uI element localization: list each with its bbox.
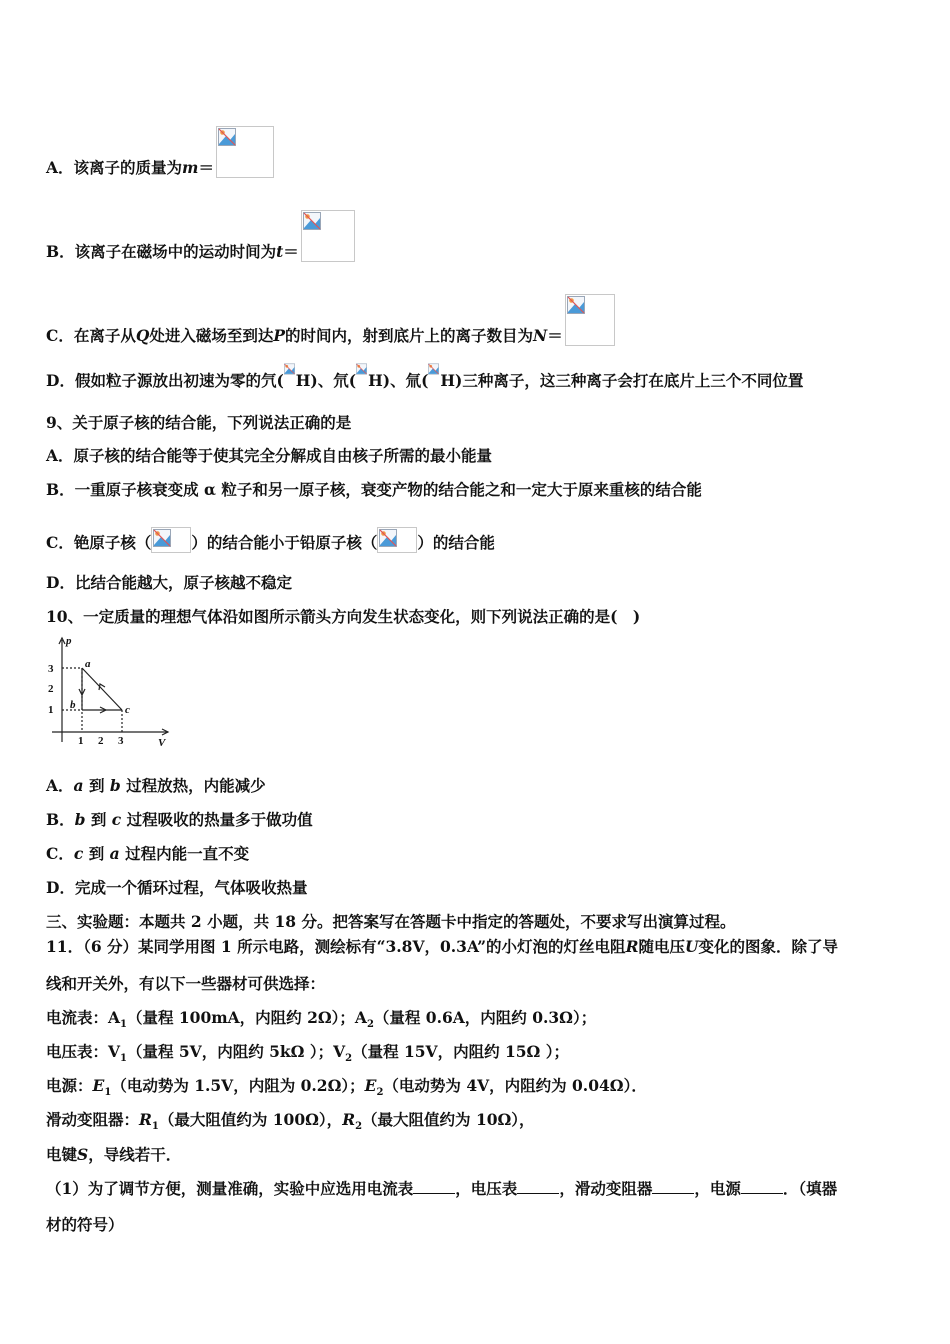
option-text: ）的结合能小于铅原子核（: [191, 533, 378, 552]
q11-stem-line2: 线和开关外，有以下一些器材可供选择：: [46, 974, 326, 993]
formula-image: [216, 126, 274, 178]
answer-blank-rheostat[interactable]: [652, 1179, 694, 1194]
variable: S: [77, 1145, 89, 1164]
equipment-text: （量程 0.6A，内阻约 0.3Ω）；: [373, 1008, 597, 1027]
variable: P: [273, 326, 286, 345]
equipment-text: ，导线若干．: [88, 1145, 182, 1164]
option-text: 过程吸收的热量多于做功值: [126, 810, 313, 829]
answer-blank-voltmeter[interactable]: [517, 1179, 559, 1194]
q11-ammeter: [46, 1008, 596, 1035]
variable: c: [111, 810, 122, 829]
equals: ＝: [198, 158, 214, 177]
question-text: ，电压表: [455, 1179, 518, 1198]
y-tick: 2: [48, 683, 54, 695]
q10-stem: 10、一定质量的理想气体沿如图所示箭头方向发生状态变化，则下列说法正确的是( ): [46, 607, 641, 626]
variable: R: [342, 1110, 356, 1129]
equipment-text: （最大阻值约为 100Ω），: [158, 1110, 343, 1129]
option-text: A．: [46, 776, 74, 795]
option-text: D．假如粒子源放出初速为零的氕(: [46, 371, 284, 390]
equals: ＝: [283, 242, 299, 261]
formula-image: [301, 210, 355, 262]
variable: b: [109, 776, 121, 795]
variable: R: [139, 1110, 152, 1129]
x-axis-label: V: [158, 737, 166, 749]
variable: R: [625, 937, 639, 956]
stem-text: 随电压: [638, 937, 685, 956]
option-text: 到: [88, 844, 105, 863]
broken-image-icon: [567, 296, 585, 314]
stem-text: 11．（6 分）某同学用图 1 所示电路，测绘标有“3.8V，0.3A”的小灯泡的灯丝电阻: [46, 937, 626, 956]
option-text: A．该离子的质量为: [46, 158, 183, 177]
equipment-label: 电源：: [46, 1076, 93, 1095]
equipment-text: （量程 100mA，内阻约 2Ω）；A: [127, 1008, 367, 1027]
q9-option-c: [46, 527, 495, 553]
q8-option-b: [46, 210, 355, 262]
question-text: ．（填器: [782, 1179, 838, 1198]
point-label-b: b: [70, 699, 76, 711]
equipment-text: （量程 15V，内阻约 15Ω ）；: [352, 1042, 569, 1061]
option-text: 的时间内，射到底片上的离子数目为: [285, 326, 534, 345]
q11-part1: [46, 1179, 837, 1199]
equipment-label: 电键: [46, 1145, 78, 1164]
subscript: 1: [120, 1053, 127, 1065]
subscript: 2: [355, 1121, 363, 1133]
subscript: 2: [366, 1019, 374, 1031]
option-text: B．该离子在磁场中的运动时间为: [46, 242, 277, 261]
option-text: H)、氘(: [295, 371, 357, 390]
isotope-image: [428, 366, 440, 388]
broken-image-icon: [428, 362, 439, 376]
broken-image-icon: [218, 128, 236, 146]
option-text: 到: [90, 810, 107, 829]
subscript: 1: [104, 1087, 112, 1099]
subscript: 1: [120, 1019, 127, 1031]
option-text: C．: [46, 844, 74, 863]
variable: E: [92, 1076, 105, 1095]
broken-image-icon: [379, 529, 397, 547]
formula-image: [565, 294, 615, 346]
broken-image-icon: [153, 529, 171, 547]
y-axis-label: p: [66, 635, 72, 647]
q11-part1-cont: 材的符号）: [46, 1215, 124, 1234]
x-tick: 2: [98, 735, 104, 747]
y-tick: 3: [48, 663, 54, 675]
subscript: 2: [345, 1053, 353, 1065]
q11-stem-line1: [46, 937, 838, 957]
point-label-c: c: [125, 704, 130, 716]
q8-option-c: [46, 294, 615, 346]
section-heading: 三、实验题：本题共 2 小题，共 18 分。把答案写在答题卡中指定的答题处，不要求写出演算过程。: [46, 912, 736, 931]
option-text: C．铯原子核（: [46, 533, 152, 552]
x-tick: 1: [78, 735, 84, 747]
broken-image-icon: [356, 362, 367, 376]
option-text: 到: [88, 776, 105, 795]
y-tick: 1: [48, 704, 54, 716]
q9-option-b: B．一重原子核衰变成 α 粒子和另一原子核，衰变产物的结合能之和一定大于原来重核的结合能: [46, 480, 702, 499]
question-text: ，电源: [694, 1179, 741, 1198]
equipment-label: 电流表：A: [46, 1008, 121, 1027]
isotope-image: [284, 366, 296, 388]
x-tick: 3: [118, 735, 124, 747]
q9-option-d: D．比结合能越大，原子核越不稳定: [46, 573, 292, 592]
q11-source: [46, 1076, 647, 1103]
q9-stem: 9、关于原子核的结合能，下列说法正确的是: [46, 413, 352, 432]
variable: a: [109, 844, 120, 863]
equipment-text: （最大阻值约为 10Ω），: [362, 1110, 535, 1129]
q11-voltmeter: [46, 1042, 569, 1069]
point-label-a: a: [85, 658, 91, 670]
subscript: 1: [151, 1121, 159, 1133]
broken-image-icon: [303, 212, 321, 230]
variable: E: [364, 1076, 377, 1095]
question-text: （1）为了调节方便，测量准确，实验中应选用电流表: [46, 1179, 414, 1198]
option-text: B．: [46, 810, 75, 829]
equipment-label: 电压表：V: [46, 1042, 121, 1061]
q10-option-d: D．完成一个循环过程，气体吸收热量: [46, 878, 308, 897]
variable: N: [533, 326, 548, 345]
variable: c: [73, 844, 84, 863]
variable: m: [182, 158, 199, 177]
option-text: H)三种离子，这三种离子会打在底片上三个不同位置: [440, 371, 804, 390]
broken-image-icon: [284, 362, 295, 376]
variable: U: [684, 937, 699, 956]
option-text: C．在离子从: [46, 326, 136, 345]
equipment-text: （量程 5V，内阻约 5kΩ ）；V: [127, 1042, 346, 1061]
isotope-image: [356, 366, 368, 388]
stem-text: 变化的图象．除了导: [698, 937, 839, 956]
q10-option-c: [46, 844, 249, 864]
nuclide-image: [377, 527, 417, 553]
question-text: ，滑动变阻器: [559, 1179, 653, 1198]
variable: a: [73, 776, 84, 795]
segment-ca: [82, 668, 122, 710]
q8-option-a: [46, 126, 274, 178]
q9-option-a: A．原子核的结合能等于使其完全分解成自由核子所需的最小能量: [46, 446, 493, 465]
variable: Q: [135, 326, 150, 345]
q8-option-d: [46, 366, 803, 391]
option-text: ）的结合能: [417, 533, 495, 552]
answer-blank-ammeter[interactable]: [413, 1179, 455, 1194]
option-text: 过程放热，内能减少: [126, 776, 266, 795]
q11-rheostat: [46, 1110, 535, 1137]
equipment-text: （电动势为 1.5V，内阻为 0.2Ω）；: [111, 1076, 365, 1095]
equipment-label: 滑动变阻器：: [46, 1110, 140, 1129]
pv-diagram: [44, 632, 174, 750]
variable: t: [276, 242, 284, 261]
q10-option-b: [46, 810, 313, 830]
equipment-text: （电动势为 4V，内阻约为 0.04Ω）．: [383, 1076, 647, 1095]
equals: ＝: [547, 326, 563, 345]
option-text: 过程内能一直不变: [125, 844, 250, 863]
nuclide-image: [151, 527, 191, 553]
subscript: 2: [376, 1087, 384, 1099]
q11-key: [46, 1145, 181, 1165]
variable: b: [74, 810, 86, 829]
answer-blank-source[interactable]: [741, 1179, 783, 1194]
option-text: 处进入磁场至到达: [149, 326, 274, 345]
option-text: H)、氚(: [368, 371, 429, 390]
q10-option-a: [46, 776, 266, 796]
